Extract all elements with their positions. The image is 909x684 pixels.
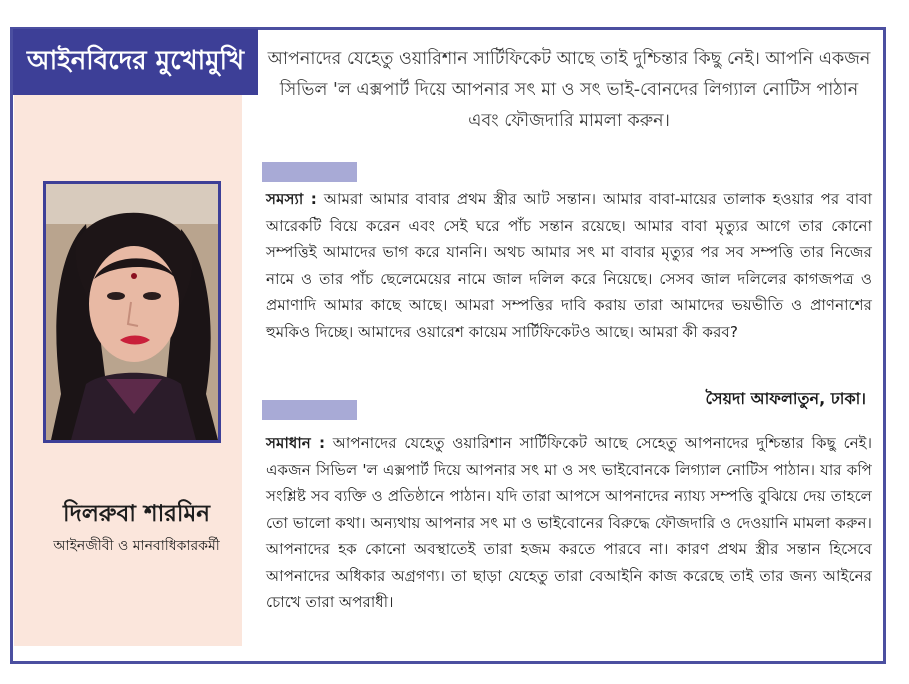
- solution-section-bar: [262, 400, 357, 420]
- column-title: [13, 29, 258, 95]
- problem-label: সমস্যা :: [266, 190, 317, 208]
- solution-section: [266, 430, 872, 616]
- solution-label: সমাধান :: [266, 434, 326, 452]
- author-name: দিলরুবা শারমিন: [63, 501, 210, 527]
- column-title-text: আইনবিদের মুখোমুখি: [26, 46, 245, 76]
- solution-text: আপনাদের যেহেতু ওয়ারিশান সার্টিফিকেট আছে সেহেতু আপনাদের দুশ্চিন্তার কিছু নেই। একজন সিভিল 'ল এক্সপার্ট দিয়ে আপনার সৎ মা ও সৎ ভাইবোনকে লিগ্যাল নোটিস পাঠান। যার কপি সংশ্লিষ্ট সব ব্যক্তি ও প্রতিষ্ঠানে পাঠান। যদি তারা আপসে আপনাদের ন্যায্য সম্পত্তি বুঝিয়ে দেয় তাহলে তো ভালো কথা। অন্যথায় আপনার সৎ মা ও ভাইবোনের বিরুদ্ধে ফৌজদারি ও দেওয়ানি মামলা করুন। আপনাদের হক কোনো অবস্থাতেই তারা হজম করতে পারবে না। কারণ প্রথম স্ত্রীর সন্তান হিসেবে আপনাদের অধিকার অগ্রগণ্য। তা ছাড়া যেহেতু তারা বেআইনি কাজ করেছে তাই তার জন্য আইনের চোখে তারা অপরাধী।: [266, 434, 873, 611]
- author-photo: [43, 181, 221, 443]
- column-intro: আপনাদের যেহেতু ওয়ারিশান সার্টিফিকেট আছে তাই দুশ্চিন্তার কিছু নেই। আপনি একজন সিভিল 'ল এক্সপার্ট দিয়ে আপনার সৎ মা ও সৎ ভাই-বোনদের লিগ্যাল নোটিস পাঠান এবং ফৌজদারি মামলা করুন।: [267, 49, 871, 131]
- problem-section: [266, 186, 872, 345]
- problem-section-bar: [262, 162, 357, 182]
- author-title: আইনজীবী ও মানবাধিকারকর্মী: [53, 538, 220, 554]
- problem-text: আমরা আমার বাবার প্রথম স্ত্রীর আট সন্তান। আমার বাবা-মায়ের তালাক হওয়ার পর বাবা আরেকটি বিয়ে করেন এবং সেই ঘরে পাঁচ সন্তান রয়েছে। আমার বাবা মৃত্যুর আগে তার কোনো সম্পত্তিই আমাদের ভাগ করে যাননি। অথচ আমার সৎ মা বাবার মৃত্যুর পর সব সম্পত্তি তার নিজের নামে ও তার পাঁচ ছেলেমেয়ের নামে জাল দলিল করে নিয়েছে। সেসব জাল দলিলের কাগজপত্র ও প্রমাণাদি আমার কাছে আছে। আমরা সম্পত্তির দাবি করায় তারা আমাদের ভয়ভীতি ও প্রাণনাশের হুমকিও দিচ্ছে। আমাদের ওয়ারেশ কায়েম সার্টিফিকেটও আছে। আমরা কী করব?: [266, 190, 872, 341]
- portrait-illustration: [46, 184, 218, 440]
- problem-signature: সৈয়দা আফলাতুন, ঢাকা।: [705, 389, 866, 408]
